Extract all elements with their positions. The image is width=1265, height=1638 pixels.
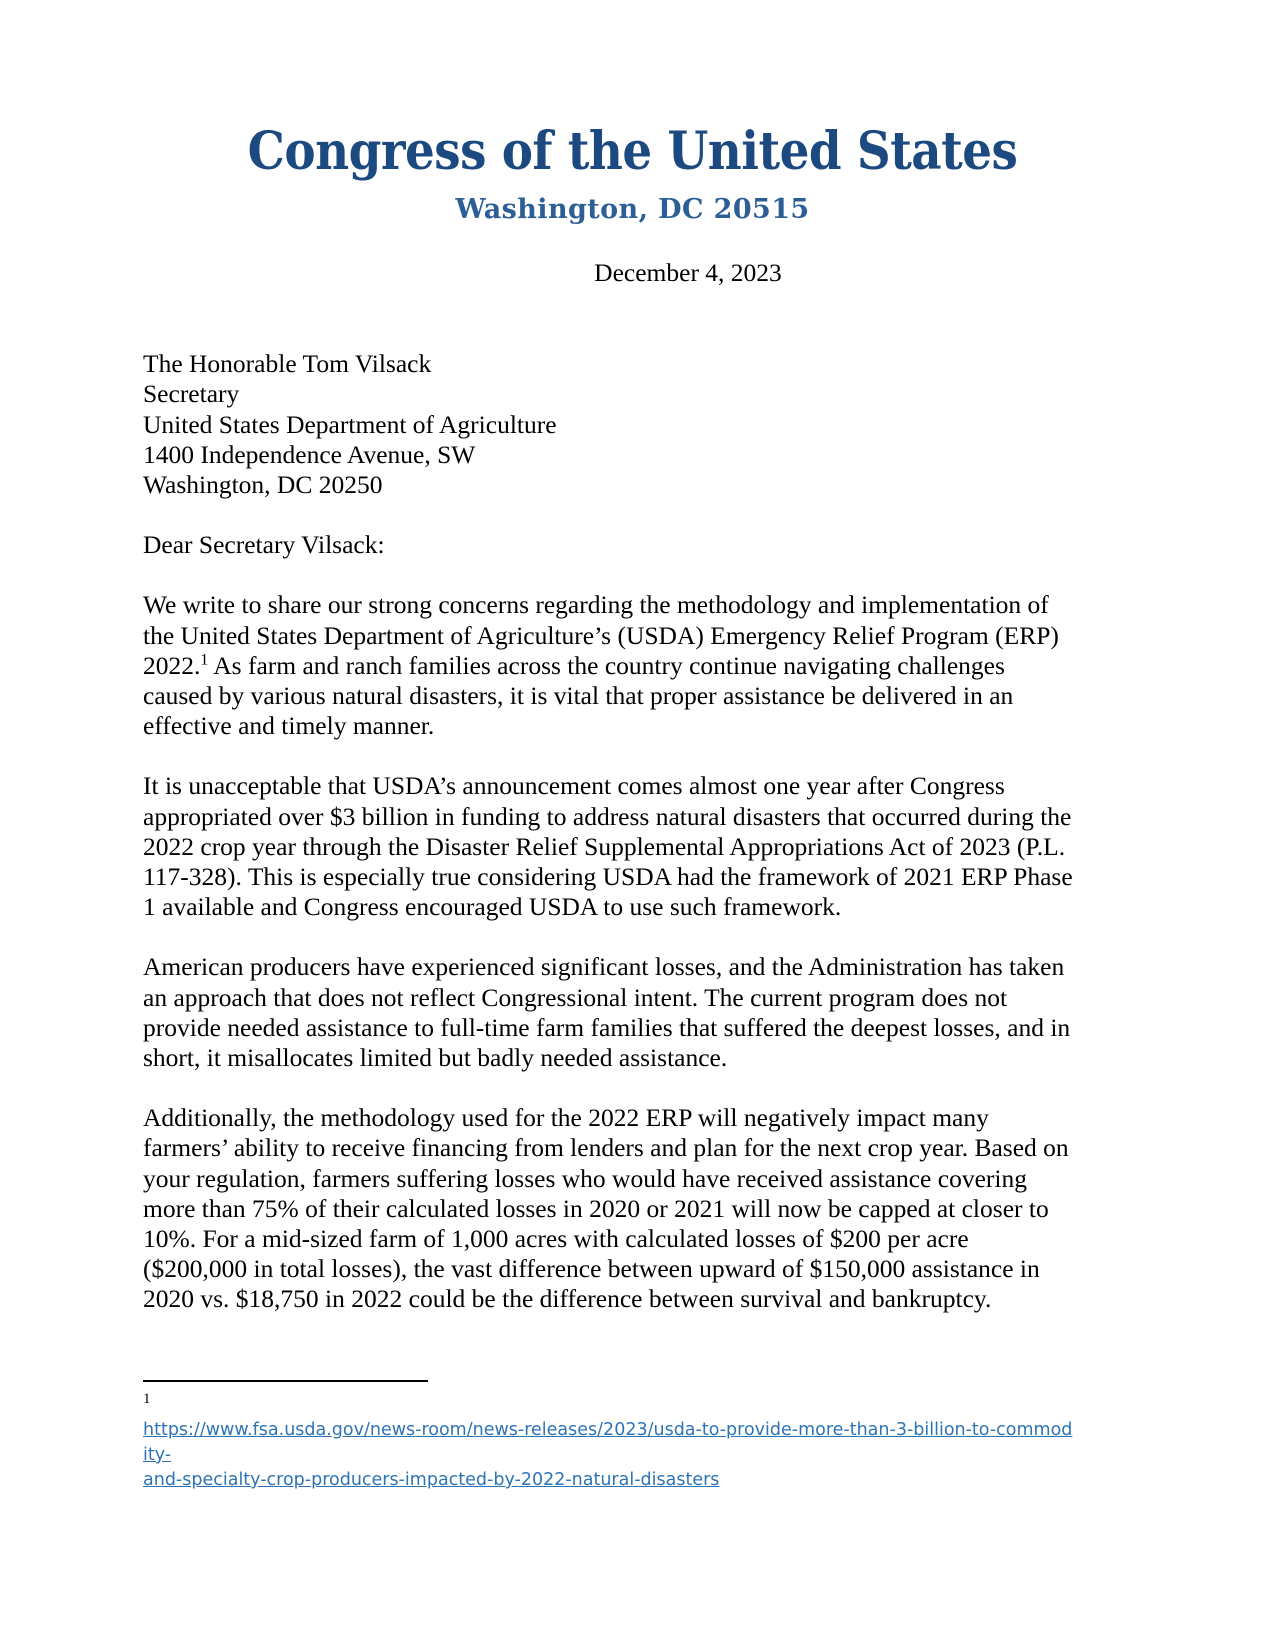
footnote-area	[143, 1380, 1073, 1493]
footnote-reference-marker[interactable]: 1	[200, 651, 209, 669]
paragraph-4: Additionally, the methodology used for the 2022 ERP will negatively impact many farmers’ ability to receive financing from lenders and plan for the next crop year. Based on your regulation, farmers suffering losses who would have received assistance covering more than 75% of their calculated losses in 2020 or 2021 will now be capped at closer to 10%. For a mid-sized farm of 1,000 acres with calculated losses of $200 per acre ($200,000 in total losses), the vast difference between upward of $150,000 assistance in 2020 vs. $18,750 in 2022 could be the difference between survival and bankruptcy.	[143, 1103, 1069, 1314]
footnote-separator-rule	[143, 1380, 428, 1382]
footnote-number: 1	[143, 1391, 151, 1408]
paragraph-1	[143, 590, 1073, 741]
spacer	[143, 741, 1073, 771]
recipient-organization: United States Department of Agriculture	[143, 409, 557, 439]
spacer	[143, 922, 1073, 952]
letterhead-title: Congress of the United States	[247, 121, 1018, 182]
paragraph-2: It is unacceptable that USDA’s announcement comes almost one year after Congress appropriated over $3 billion in funding to address natural disasters that occurred during the 2022 crop year through the Disaster Relief Supplemental Appropriations Act of 2023 (P.L. 117-328). This is especially true considering USDA had the framework of 2021 ERP Phase 1 available and Congress encouraged USDA to use such framework.	[143, 771, 1073, 922]
paragraph-1-text-before-footnote: We write to share our strong concerns regarding the methodology and implementation of the United States Department of Agriculture’s (USDA) Emergency Relief Program (ERP) 2022.	[143, 590, 1059, 680]
paragraph-1-text-after-footnote: As farm and ranch families across the country continue navigating challenges caused by various natural disasters, it is vital that proper assistance be delivered in an effective and timely manner.	[143, 650, 1014, 741]
footnote-url-line-2: and-specialty-crop-producers-impacted-by-2022-natural-disasters	[143, 1470, 720, 1490]
letter-body	[143, 258, 1073, 1315]
paragraph-3: American producers have experienced significant losses, and the Administration has taken an approach that does not reflect Congressional intent. The current program does not provide needed assistance to full-time farm families that suffered the deepest losses, and in short, it misallocates limited but badly needed assistance.	[143, 952, 1071, 1073]
spacer	[143, 500, 1073, 530]
letterhead	[0, 121, 1265, 225]
letter-date: December 4, 2023	[594, 258, 782, 287]
spacer	[143, 319, 1073, 349]
footnote-url-line-1: https://www.fsa.usda.gov/news-room/news-releases/2023/usda-to-provide-more-than-3-billion-to-commodity-	[143, 1420, 1073, 1465]
recipient-street: 1400 Independence Avenue, SW	[143, 439, 476, 469]
spacer	[143, 288, 1073, 319]
recipient-name: The Honorable Tom Vilsack	[143, 349, 432, 379]
spacer	[143, 1073, 1073, 1103]
letterhead-subtitle: Washington, DC 20515	[455, 193, 810, 225]
recipient-city-state-zip: Washington, DC 20250	[143, 470, 383, 500]
recipient-title: Secretary	[143, 379, 240, 409]
spacer	[143, 560, 1073, 590]
footnote-url-link[interactable]	[143, 1418, 1073, 1493]
salutation: Dear Secretary Vilsack:	[143, 530, 385, 560]
footnote-1	[143, 1393, 1073, 1493]
